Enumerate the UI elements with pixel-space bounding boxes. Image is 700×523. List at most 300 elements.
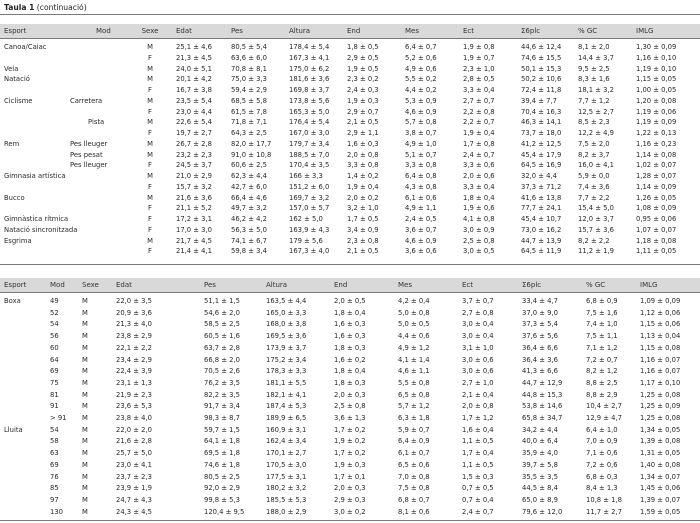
t1-row-sex: F bbox=[148, 161, 152, 170]
t1-row-meso: 5,5 ± 0,2 bbox=[405, 75, 437, 84]
t1-row-height: 165,3 ± 5,0 bbox=[289, 107, 330, 116]
t2-row-weight: 66,8 ± 2,0 bbox=[204, 355, 240, 364]
t2-row-skinfolds: 35,5 ± 3,5 bbox=[522, 472, 558, 481]
t2-row-endo: 1,8 ± 0,4 bbox=[334, 367, 366, 376]
t2-row-skinfolds: 65,0 ± 8,9 bbox=[522, 495, 558, 504]
t2-header-sport: Esport bbox=[4, 281, 27, 289]
t2-row-weight: 63,7 ± 2,8 bbox=[204, 343, 240, 352]
t2-row-age: 23,8 ± 4,0 bbox=[116, 414, 152, 422]
caption-continuation: (continuació) bbox=[34, 3, 87, 12]
top-rule bbox=[0, 14, 700, 15]
t2-row-fat: 6,4 ± 1,0 bbox=[586, 425, 618, 434]
t2-row-endo: 2,5 ± 0,8 bbox=[334, 402, 366, 411]
t1-row-endo: 1,9 ± 0,4 bbox=[347, 182, 379, 191]
t1-row-sex: M bbox=[147, 139, 153, 148]
t1-row-ecto: 1,9 ± 0,4 bbox=[463, 129, 495, 137]
t1-row-sex: M bbox=[147, 236, 153, 245]
t1-row-fat: 12,5 ± 2,7 bbox=[578, 107, 614, 116]
t2-row-lbm: 1,31 ± 0,05 bbox=[640, 449, 681, 458]
t1-row-fat: 15,7 ± 3,6 bbox=[578, 225, 614, 234]
t2-row-skinfolds: 44,7 ± 12,9 bbox=[522, 378, 563, 387]
t2-row-age: 22,0 ± 3,5 bbox=[116, 297, 152, 305]
t2-row-age: 22,0 ± 2,0 bbox=[116, 425, 152, 434]
t2-row-mod: 56 bbox=[50, 332, 59, 341]
t1-row-fat: 8,5 ± 2,3 bbox=[578, 118, 610, 127]
t2-row-age: 22,1 ± 2,2 bbox=[116, 343, 152, 352]
t1-row-endo: 1,4 ± 0,2 bbox=[347, 172, 379, 180]
t2-row-meso: 4,6 ± 1,1 bbox=[398, 367, 430, 376]
t1-row-weight: 46,2 ± 4,2 bbox=[231, 215, 267, 223]
t2-row-skinfolds: 37,3 ± 5,4 bbox=[522, 320, 558, 329]
t1-row-height: 173,8 ± 5,6 bbox=[289, 96, 330, 105]
t1-header-sport: Esport bbox=[4, 27, 27, 35]
t1-row-fat: 11,2 ± 1,9 bbox=[578, 247, 614, 256]
t1-row-weight: 59,4 ± 2,9 bbox=[231, 86, 267, 94]
t1-row-endo: 1,7 ± 0,5 bbox=[347, 215, 379, 223]
t1-row-height: 170,4 ± 3,5 bbox=[289, 161, 330, 170]
t1-row-ecto: 4,1 ± 0,8 bbox=[463, 215, 495, 223]
t1-row-endo: 3,4 ± 0,9 bbox=[347, 225, 379, 234]
t1-row-height: 162 ± 5,0 bbox=[289, 215, 323, 223]
t2-row-age: 21,6 ± 2,8 bbox=[116, 437, 152, 446]
t1-row-mod: Pista bbox=[88, 118, 105, 127]
t2-row-fat: 7,0 ± 0,9 bbox=[586, 437, 618, 446]
t2-row-ecto: 3,1 ± 1,0 bbox=[462, 343, 494, 352]
t2-row-weight: 80,5 ± 2,5 bbox=[204, 472, 240, 481]
t1-row-height: 179 ± 5,6 bbox=[289, 236, 323, 245]
t1-row-sex: F bbox=[148, 107, 152, 116]
t1-row-skinfolds: 50,2 ± 10,6 bbox=[521, 75, 562, 84]
t1-row-weight: 63,6 ± 6,0 bbox=[231, 53, 267, 62]
t2-row-mod: 91 bbox=[50, 402, 59, 411]
t1-row-lbm: 1,16 ± 0,23 bbox=[636, 139, 677, 148]
t2-row-mod: 130 bbox=[50, 507, 63, 516]
t2-row-sex: M bbox=[82, 390, 88, 399]
t1-row-age: 17,2 ± 3,1 bbox=[176, 215, 212, 223]
t2-row-meso: 5,9 ± 0,7 bbox=[398, 425, 430, 434]
t1-row-sex: M bbox=[147, 193, 153, 202]
t2-row-mod: 97 bbox=[50, 495, 59, 504]
t1-row-height: 167,3 ± 4,0 bbox=[289, 247, 330, 256]
t2-row-ecto: 3,0 ± 0,4 bbox=[462, 320, 494, 329]
t2-row-meso: 6,5 ± 0,6 bbox=[398, 460, 430, 469]
t1-row-ecto: 1,9 ± 0,6 bbox=[463, 204, 495, 213]
t1-row-fat: 15,4 ± 5,0 bbox=[578, 204, 614, 213]
t2-row-weight: 58,5 ± 2,5 bbox=[204, 320, 240, 329]
t2-row-height: 160,9 ± 3,1 bbox=[266, 425, 307, 434]
t2-row-meso: 5,0 ± 0,5 bbox=[398, 320, 430, 329]
t2-row-sex: M bbox=[82, 355, 88, 364]
t1-row-sex: M bbox=[147, 64, 153, 73]
table-caption bbox=[4, 3, 87, 12]
t2-row-mod: 63 bbox=[50, 449, 59, 458]
t2-row-meso: 6,4 ± 0,9 bbox=[398, 437, 430, 446]
t2-row-meso: 5,0 ± 0,8 bbox=[398, 308, 430, 317]
t1-row-lbm: 1,07 ± 0,07 bbox=[636, 225, 677, 234]
t1-row-skinfolds: 37,3 ± 71,2 bbox=[521, 182, 562, 191]
t1-row-endo: 2,3 ± 0,2 bbox=[347, 75, 379, 84]
t1-row-weight: 74,1 ± 6,7 bbox=[231, 236, 267, 245]
t2-row-age: 23,9 ± 1,9 bbox=[116, 484, 152, 493]
t1-row-weight: 64,3 ± 2,5 bbox=[231, 129, 267, 137]
t2-row-ecto: 3,0 ± 0,4 bbox=[462, 332, 494, 341]
t1-row-ecto: 3,0 ± 0,9 bbox=[463, 225, 495, 234]
t1-row-age: 21,4 ± 4,1 bbox=[176, 247, 212, 256]
t2-header-rule bbox=[0, 292, 700, 293]
t2-row-age: 24,3 ± 4,5 bbox=[116, 507, 152, 516]
t2-row-endo: 1,8 ± 0,4 bbox=[334, 308, 366, 317]
t2-row-sex: M bbox=[82, 507, 88, 516]
t1-row-lbm: 1,15 ± 0,05 bbox=[636, 75, 677, 84]
t2-row-lbm: 1,09 ± 0,09 bbox=[640, 297, 681, 305]
t1-row-skinfolds: 45,4 ± 17,9 bbox=[521, 150, 562, 159]
t1-row-meso: 4,4 ± 0,2 bbox=[405, 86, 437, 94]
t2-row-height: 165,0 ± 3,3 bbox=[266, 308, 307, 317]
t2-row-mod: 54 bbox=[50, 425, 59, 434]
t2-row-mod: 76 bbox=[50, 472, 59, 481]
t2-row-ecto: 3,0 ± 0,6 bbox=[462, 355, 494, 364]
t2-row-height: 168,0 ± 3,8 bbox=[266, 320, 307, 329]
t1-row-age: 20,1 ± 4,2 bbox=[176, 75, 212, 84]
t2-row-ecto: 1,7 ± 1,2 bbox=[462, 414, 494, 422]
t2-row-sex: M bbox=[82, 484, 88, 493]
t2-row-lbm: 1,59 ± 0,05 bbox=[640, 507, 681, 516]
t1-row-meso: 4,6 ± 0,9 bbox=[405, 107, 437, 116]
t1-row-height: 169,7 ± 3,2 bbox=[289, 193, 330, 202]
t2-row-sex: M bbox=[82, 308, 88, 317]
t1-row-lbm: 1,20 ± 0,08 bbox=[636, 96, 677, 105]
t2-row-lbm: 1,16 ± 0,07 bbox=[640, 367, 681, 376]
t1-row-skinfolds: 70,4 ± 16,3 bbox=[521, 107, 562, 116]
t2-header-fat: % GC bbox=[586, 281, 606, 289]
t2-row-lbm: 1,16 ± 0,07 bbox=[640, 355, 681, 364]
t2-header-mod: Mod bbox=[50, 281, 65, 289]
t2-row-endo: 1,8 ± 0,3 bbox=[334, 378, 366, 387]
t2-row-height: 182,1 ± 4,1 bbox=[266, 390, 307, 399]
t2-row-fat: 7,1 ± 1,2 bbox=[586, 343, 618, 352]
t1-row-endo: 2,4 ± 0,3 bbox=[347, 86, 379, 94]
t2-row-skinfolds: 44,5 ± 8,4 bbox=[522, 484, 558, 493]
t2-row-fat: 8,8 ± 2,5 bbox=[586, 378, 618, 387]
t1-row-ecto: 2,0 ± 0,6 bbox=[463, 172, 495, 180]
t2-row-sex: M bbox=[82, 437, 88, 446]
t1-row-ecto: 1,8 ± 0,4 bbox=[463, 193, 495, 202]
t1-row-height: 166 ± 3,3 bbox=[289, 172, 323, 180]
t2-row-weight: 99,8 ± 5,3 bbox=[204, 495, 240, 504]
t1-header-skinfolds: Σ6plc bbox=[521, 27, 541, 35]
t1-row-weight: 49,7 ± 3,2 bbox=[231, 204, 267, 213]
t2-row-lbm: 1,34 ± 0,05 bbox=[640, 425, 681, 434]
t2-row-endo: 1,7 ± 0,2 bbox=[334, 425, 366, 434]
t2-row-weight: 64,1 ± 1,8 bbox=[204, 437, 240, 446]
t2-row-endo: 2,0 ± 0,3 bbox=[334, 390, 366, 399]
t2-row-age: 23,4 ± 2,9 bbox=[116, 355, 152, 364]
t1-row-endo: 2,0 ± 0,2 bbox=[347, 193, 379, 202]
t2-row-fat: 11,7 ± 2,7 bbox=[586, 507, 622, 516]
t1-row-ecto: 2,4 ± 0,7 bbox=[463, 150, 495, 159]
t2-row-lbm: 1,25 ± 0,09 bbox=[640, 402, 681, 411]
t1-row-weight: 71,8 ± 7,1 bbox=[231, 118, 267, 127]
t1-row-ecto: 1,9 ± 0,7 bbox=[463, 53, 495, 62]
t1-row-age: 21,1 ± 5,2 bbox=[176, 204, 212, 213]
t2-row-sex: M bbox=[82, 460, 88, 469]
t1-row-height: 176,4 ± 5,4 bbox=[289, 118, 330, 127]
t1-header-ecto: Ect bbox=[463, 27, 475, 35]
t2-row-height: 173,9 ± 3,7 bbox=[266, 343, 307, 352]
t1-row-skinfolds: 46,3 ± 14,1 bbox=[521, 118, 562, 127]
t1-header-weight: Pes bbox=[231, 27, 243, 35]
t2-row-height: 189,9 ± 6,5 bbox=[266, 414, 307, 422]
t1-row-lbm: 1,30 ± 0,09 bbox=[636, 43, 677, 51]
t1-row-sex: M bbox=[147, 172, 153, 180]
t2-row-endo: 1,6 ± 0,2 bbox=[334, 355, 366, 364]
t1-row-age: 23,5 ± 5,4 bbox=[176, 96, 212, 105]
t1-row-meso: 5,2 ± 0,6 bbox=[405, 53, 437, 62]
t2-row-ecto: 1,5 ± 0,3 bbox=[462, 472, 494, 481]
t2-row-meso: 5,5 ± 0,8 bbox=[398, 378, 430, 387]
t1-row-sex: F bbox=[148, 204, 152, 213]
t2-row-ecto: 1,1 ± 0,5 bbox=[462, 437, 494, 446]
t1-row-age: 16,7 ± 3,8 bbox=[176, 86, 212, 94]
t2-row-age: 24,7 ± 4,3 bbox=[116, 495, 152, 504]
t2-row-weight: 98,3 ± 8,7 bbox=[204, 414, 240, 422]
t1-header-rule bbox=[0, 38, 700, 39]
bottom-rule bbox=[0, 520, 700, 521]
t1-row-sport: Esgrima bbox=[4, 236, 32, 245]
t2-row-lbm: 1,34 ± 0,07 bbox=[640, 472, 681, 481]
t1-row-meso: 4,9 ± 1,1 bbox=[405, 204, 437, 213]
t2-row-sex: M bbox=[82, 378, 88, 387]
t1-row-sex: M bbox=[147, 118, 153, 127]
t2-row-mod: 58 bbox=[50, 437, 59, 446]
t1-row-ecto: 3,0 ± 0,5 bbox=[463, 247, 495, 256]
t1-row-lbm: 1,19 ± 0,06 bbox=[636, 107, 677, 116]
t1-row-meso: 6,4 ± 0,7 bbox=[405, 43, 437, 51]
t2-row-skinfolds: 41,3 ± 6,6 bbox=[522, 367, 558, 376]
t1-row-sex: M bbox=[147, 75, 153, 84]
t2-row-sex: M bbox=[82, 495, 88, 504]
t1-row-endo: 1,8 ± 0,5 bbox=[347, 43, 379, 51]
t2-row-meso: 6,8 ± 0,7 bbox=[398, 495, 430, 504]
t1-row-endo: 2,9 ± 0,7 bbox=[347, 107, 379, 116]
t2-row-height: 169,5 ± 3,6 bbox=[266, 332, 307, 341]
t2-row-sex: M bbox=[82, 297, 88, 305]
t1-row-meso: 4,3 ± 0,8 bbox=[405, 182, 437, 191]
t1-row-meso: 5,3 ± 0,9 bbox=[405, 96, 437, 105]
t1-row-skinfolds: 41,2 ± 12,5 bbox=[521, 139, 562, 148]
t2-row-weight: 92,0 ± 2,9 bbox=[204, 484, 240, 493]
t1-row-sport: Gimnasia artística bbox=[4, 172, 66, 180]
t1-row-ecto: 2,7 ± 0,7 bbox=[463, 96, 495, 105]
t1-row-lbm: 1,02 ± 0,07 bbox=[636, 161, 677, 170]
t2-row-meso: 7,5 ± 0,8 bbox=[398, 484, 430, 493]
t2-row-meso: 5,7 ± 1,2 bbox=[398, 402, 430, 411]
t2-row-endo: 1,8 ± 0,3 bbox=[334, 343, 366, 352]
t2-row-height: 175,2 ± 3,4 bbox=[266, 355, 307, 364]
t1-row-weight: 60,6 ± 2,5 bbox=[231, 161, 267, 170]
t2-row-weight: 70,5 ± 2,6 bbox=[204, 367, 240, 376]
t1-row-skinfolds: 73,0 ± 16,2 bbox=[521, 225, 562, 234]
t2-row-fat: 6,8 ± 0,9 bbox=[586, 297, 618, 305]
t2-row-skinfolds: 44,8 ± 15,3 bbox=[522, 390, 563, 399]
t2-row-fat: 7,2 ± 0,6 bbox=[586, 460, 618, 469]
t2-row-age: 23,1 ± 1,3 bbox=[116, 378, 152, 387]
t1-row-height: 167,0 ± 3,0 bbox=[289, 129, 330, 137]
t1-row-skinfolds: 64,5 ± 11,9 bbox=[521, 247, 562, 256]
t2-row-mod: 49 bbox=[50, 297, 59, 305]
t1-row-ecto: 2,3 ± 1,0 bbox=[463, 64, 495, 73]
t2-row-meso: 6,5 ± 0,8 bbox=[398, 390, 430, 399]
t2-row-height: 180,2 ± 3,2 bbox=[266, 484, 307, 493]
t2-row-age: 21,3 ± 4,0 bbox=[116, 320, 152, 329]
t2-row-sex: M bbox=[82, 472, 88, 481]
t1-row-age: 24,5 ± 3,7 bbox=[176, 161, 212, 170]
t1-row-sport: Natació bbox=[4, 75, 30, 84]
t2-row-weight: 69,5 ± 1,8 bbox=[204, 449, 240, 458]
t1-row-weight: 42,7 ± 6,0 bbox=[231, 182, 267, 191]
t2-row-meso: 8,1 ± 0,6 bbox=[398, 507, 430, 516]
t2-row-ecto: 2,7 ± 1,0 bbox=[462, 378, 494, 387]
t1-row-meso: 5,7 ± 0,8 bbox=[405, 118, 437, 127]
t1-row-sex: F bbox=[148, 86, 152, 94]
t2-row-ecto: 1,1 ± 0,5 bbox=[462, 460, 494, 469]
t2-row-weight: 76,2 ± 3,5 bbox=[204, 378, 240, 387]
t1-row-sex: F bbox=[148, 225, 152, 234]
t1-row-endo: 1,9 ± 0,3 bbox=[347, 96, 379, 105]
t1-row-age: 17,0 ± 3,0 bbox=[176, 225, 212, 234]
t2-row-skinfolds: 35,9 ± 4,0 bbox=[522, 449, 558, 458]
t2-row-endo: 2,0 ± 0,3 bbox=[334, 484, 366, 493]
t2-row-skinfolds: 39,7 ± 5,8 bbox=[522, 460, 558, 469]
t1-row-sex: M bbox=[147, 150, 153, 159]
t1-row-lbm: 1,28 ± 0,07 bbox=[636, 172, 677, 180]
t1-row-endo: 2,0 ± 0,8 bbox=[347, 150, 379, 159]
t1-row-weight: 70,8 ± 8,1 bbox=[231, 64, 267, 73]
t1-row-weight: 56,3 ± 5,0 bbox=[231, 225, 267, 234]
t2-row-age: 25,7 ± 5,0 bbox=[116, 449, 152, 458]
t2-row-mod: 69 bbox=[50, 367, 59, 376]
t1-row-fat: 8,3 ± 1,6 bbox=[578, 75, 610, 84]
t1-row-sex: F bbox=[148, 129, 152, 137]
t1-row-skinfolds: 72,4 ± 11,8 bbox=[521, 86, 562, 94]
t1-row-lbm: 1,14 ± 0,08 bbox=[636, 150, 677, 159]
t1-row-ecto: 1,9 ± 0,8 bbox=[463, 43, 495, 51]
t1-row-height: 181,6 ± 3,6 bbox=[289, 75, 330, 84]
t2-header-sex: Sexe bbox=[82, 281, 99, 289]
t2-row-age: 21,9 ± 2,3 bbox=[116, 390, 152, 399]
t1-row-skinfolds: 44,6 ± 12,4 bbox=[521, 43, 562, 51]
t1-row-meso: 3,8 ± 0,7 bbox=[405, 129, 437, 137]
t1-row-weight: 75,0 ± 3,3 bbox=[231, 75, 267, 84]
t1-row-ecto: 3,3 ± 0,6 bbox=[463, 161, 495, 170]
t2-header-age: Edat bbox=[116, 281, 132, 289]
t2-header-ecto: Ect bbox=[462, 281, 474, 289]
t2-row-ecto: 2,1 ± 0,4 bbox=[462, 390, 494, 399]
t2-row-mod: 75 bbox=[50, 378, 59, 387]
t2-row-meso: 6,3 ± 1,8 bbox=[398, 414, 430, 422]
t1-row-mod: Pes pesat bbox=[70, 150, 103, 159]
t2-row-mod: 85 bbox=[50, 484, 59, 493]
t1-row-fat: 14,4 ± 3,7 bbox=[578, 53, 614, 62]
t2-row-mod: 64 bbox=[50, 355, 59, 364]
t1-row-skinfolds: 73,7 ± 18,0 bbox=[521, 129, 562, 137]
t2-header-height: Altura bbox=[266, 281, 288, 289]
t2-row-ecto: 2,7 ± 0,8 bbox=[462, 308, 494, 317]
t2-row-lbm: 1,15 ± 0,06 bbox=[640, 320, 681, 329]
t1-row-fat: 16,0 ± 4,1 bbox=[578, 161, 614, 170]
t2-row-sex: M bbox=[82, 449, 88, 458]
t1-row-mod: Pes lleuger bbox=[70, 139, 108, 148]
t1-row-lbm: 1,00 ± 0,05 bbox=[636, 86, 677, 94]
t2-row-age: 23,0 ± 4,1 bbox=[116, 460, 152, 469]
t2-row-fat: 7,2 ± 0,7 bbox=[586, 355, 618, 364]
t2-row-endo: 2,9 ± 0,3 bbox=[334, 495, 366, 504]
t1-row-ecto: 3,3 ± 0,4 bbox=[463, 182, 495, 191]
t2-row-sport: Lluita bbox=[4, 425, 23, 434]
t2-row-ecto: 0,7 ± 0,5 bbox=[462, 484, 494, 493]
t1-row-age: 26,7 ± 2,8 bbox=[176, 139, 212, 148]
t1-row-lbm: 1,14 ± 0,09 bbox=[636, 182, 677, 191]
t2-row-lbm: 1,12 ± 0,06 bbox=[640, 308, 681, 317]
t2-row-ecto: 2,4 ± 0,7 bbox=[462, 507, 494, 516]
t2-row-ecto: 3,7 ± 0,7 bbox=[462, 297, 494, 305]
t1-row-fat: 5,9 ± 0,0 bbox=[578, 172, 610, 180]
t1-row-meso: 3,6 ± 0,7 bbox=[405, 225, 437, 234]
t1-row-sport: Rem bbox=[4, 139, 20, 148]
t2-header-endo: End bbox=[334, 281, 348, 289]
t2-row-height: 163,5 ± 4,4 bbox=[266, 297, 307, 305]
t2-row-height: 185,5 ± 5,3 bbox=[266, 495, 307, 504]
t2-row-fat: 7,5 ± 1,6 bbox=[586, 308, 618, 317]
t2-row-skinfolds: 79,6 ± 12,0 bbox=[522, 507, 563, 516]
t1-row-meso: 3,3 ± 0,8 bbox=[405, 161, 437, 170]
t2-row-endo: 1,6 ± 0,3 bbox=[334, 320, 366, 329]
t1-row-weight: 68,5 ± 5,8 bbox=[231, 96, 267, 105]
t1-row-endo: 1,9 ± 0,5 bbox=[347, 64, 379, 73]
t1-header-lbm: IMLG bbox=[636, 27, 654, 35]
t1-row-ecto: 2,2 ± 0,8 bbox=[463, 107, 495, 116]
t2-row-weight: 120,4 ± 9,5 bbox=[204, 507, 245, 516]
t1-row-lbm: 1,08 ± 0,09 bbox=[636, 204, 677, 213]
t2-row-skinfolds: 65,8 ± 34,7 bbox=[522, 414, 563, 422]
t1-row-lbm: 1,22 ± 0,13 bbox=[636, 129, 677, 137]
t2-row-lbm: 1,25 ± 0,08 bbox=[640, 414, 681, 422]
t1-row-meso: 3,6 ± 0,6 bbox=[405, 247, 437, 256]
t1-row-height: 167,3 ± 4,1 bbox=[289, 53, 330, 62]
t2-row-weight: 54,6 ± 2,0 bbox=[204, 308, 240, 317]
t2-row-skinfolds: 36,4 ± 3,6 bbox=[522, 355, 558, 364]
t2-row-weight: 91,7 ± 3,4 bbox=[204, 402, 240, 411]
t1-row-skinfolds: 41,6 ± 13,8 bbox=[521, 193, 562, 202]
t1-row-fat: 12,0 ± 3,7 bbox=[578, 215, 614, 223]
t1-row-age: 22,6 ± 5,4 bbox=[176, 118, 212, 127]
t2-row-skinfolds: 33,4 ± 4,7 bbox=[522, 297, 558, 305]
t1-row-height: 179,7 ± 3,4 bbox=[289, 139, 330, 148]
t2-row-height: 162,4 ± 3,4 bbox=[266, 437, 307, 446]
t2-row-age: 23,8 ± 2,9 bbox=[116, 332, 152, 341]
t2-row-height: 178,3 ± 3,3 bbox=[266, 367, 307, 376]
t2-row-age: 20,9 ± 3,6 bbox=[116, 308, 152, 317]
t1-row-age: 21,6 ± 3,6 bbox=[176, 193, 212, 202]
t1-row-sex: M bbox=[147, 43, 153, 51]
t2-row-mod: 52 bbox=[50, 308, 59, 317]
t1-row-skinfolds: 74,6 ± 15,5 bbox=[521, 53, 562, 62]
t2-row-fat: 12,9 ± 4,7 bbox=[586, 414, 622, 422]
t2-row-age: 23,7 ± 2,3 bbox=[116, 472, 152, 481]
t1-row-height: 163,9 ± 4,3 bbox=[289, 225, 330, 234]
t2-row-sex: M bbox=[82, 402, 88, 411]
t1-row-lbm: 0,95 ± 0,06 bbox=[636, 215, 677, 223]
